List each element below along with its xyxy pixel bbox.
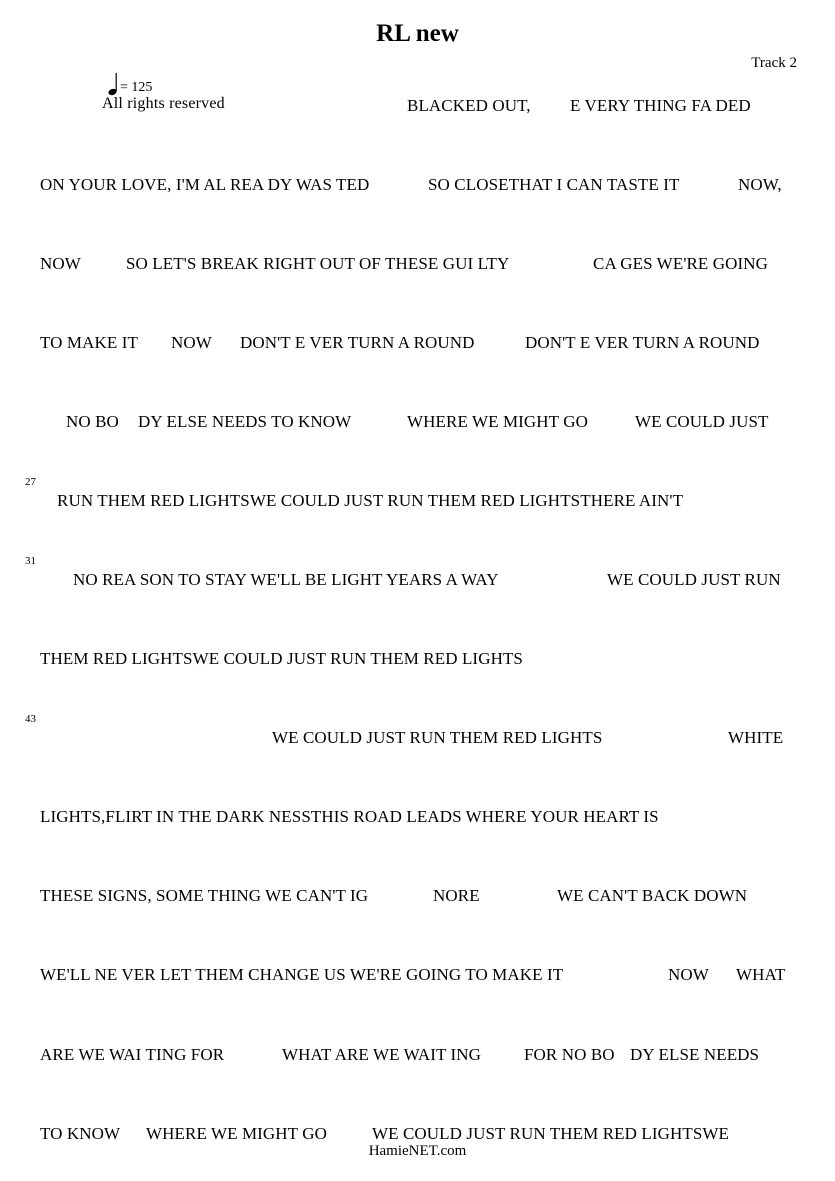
lyric-syllable: NOW: [171, 333, 212, 352]
lyric-syllable: NOW: [668, 965, 709, 984]
lyric-syllable: NOW: [40, 254, 81, 273]
rights-notice: All rights reserved: [102, 95, 225, 112]
lyric-syllable: FOR NO BO: [524, 1045, 615, 1064]
lyric-line: [40, 965, 795, 987]
lyric-line: [40, 886, 795, 908]
lyric-syllable: ON YOUR LOVE, I'M AL REA DY WAS TED: [40, 175, 370, 194]
lyric-line: [40, 333, 795, 355]
lyric-syllable: SO LET'S BREAK RIGHT OUT OF THESE GUI LTY: [126, 254, 510, 273]
lyric-syllable: WHAT ARE WE WAIT ING: [282, 1045, 482, 1064]
lyric-syllable: WHAT: [736, 965, 786, 984]
lyric-line: [40, 254, 795, 276]
lyric-syllable: ARE WE WAI TING FOR: [40, 1045, 225, 1064]
lyric-line: [40, 1045, 795, 1067]
lyric-syllable: RUN THEM RED LIGHTSWE COULD JUST RUN THEM RED LIGHTSTHERE AIN'T: [57, 491, 684, 510]
lyric-line: [40, 491, 795, 513]
lyric-syllable: THESE SIGNS, SOME THING WE CAN'T IG: [40, 886, 369, 905]
lyric-syllable: DY ELSE NEEDS TO KNOW: [138, 412, 352, 431]
lyric-syllable: WHERE WE MIGHT GO: [146, 1124, 327, 1143]
lyric-syllable: WE COULD JUST RUN THEM RED LIGHTS: [272, 728, 603, 747]
lyric-syllable: NO REA SON TO STAY WE'LL BE LIGHT YEARS A WAY: [73, 570, 499, 589]
lyric-line: [40, 96, 795, 118]
measure-number: 31: [25, 555, 36, 567]
tempo-value: = 125: [120, 80, 153, 95]
footer-credit: HamieNET.com: [368, 1143, 467, 1159]
lyric-syllable: E VERY THING FA DED: [570, 96, 751, 115]
measure-number: 27: [25, 476, 36, 488]
lyric-syllable: BLACKED OUT,: [407, 96, 531, 115]
lyric-syllable: THEM RED LIGHTSWE COULD JUST RUN THEM RED LIGHTS: [40, 649, 523, 668]
lyric-line: [40, 807, 795, 829]
page-title: RL new: [376, 20, 459, 47]
lyric-line: [40, 728, 795, 750]
track-label: Track 2: [751, 55, 797, 71]
lyric-syllable: WE'LL NE VER LET THEM CHANGE US WE'RE GOING TO MAKE IT: [40, 965, 564, 984]
lyric-syllable: SO CLOSETHAT I CAN TASTE IT: [428, 175, 680, 194]
lyric-syllable: DON'T E VER TURN A ROUND: [525, 333, 760, 352]
lyric-syllable: WE COULD JUST RUN: [607, 570, 781, 589]
lyric-syllable: TO MAKE IT: [40, 333, 138, 352]
lyric-syllable: TO KNOW: [40, 1124, 121, 1143]
lyric-syllable: LIGHTS,FLIRT IN THE DARK NESSTHIS ROAD LEADS WHERE YOUR HEART IS: [40, 807, 659, 826]
lyric-syllable: WHITE: [728, 728, 784, 747]
lyric-line: [40, 570, 795, 592]
lyric-syllable: WHERE WE MIGHT GO: [407, 412, 588, 431]
quarter-note-icon: [108, 72, 118, 96]
lyric-syllable: NO BO: [66, 412, 119, 431]
tempo-marking: [108, 72, 152, 96]
lyric-syllable: WE COULD JUST RUN THEM RED LIGHTSWE: [372, 1124, 730, 1143]
lyric-line: [40, 649, 795, 671]
lyric-syllable: NOW,: [738, 175, 782, 194]
lyric-syllable: DY ELSE NEEDS: [630, 1045, 760, 1064]
lyric-line: [40, 412, 795, 434]
lyric-syllable: DON'T E VER TURN A ROUND: [240, 333, 475, 352]
lyric-syllable: WE CAN'T BACK DOWN: [557, 886, 748, 905]
lyric-syllable: NORE: [433, 886, 480, 905]
lyric-syllable: CA GES WE'RE GOING: [593, 254, 769, 273]
lyric-line: [40, 175, 795, 197]
lyric-syllable: WE COULD JUST: [635, 412, 769, 431]
measure-number: 43: [25, 713, 36, 725]
